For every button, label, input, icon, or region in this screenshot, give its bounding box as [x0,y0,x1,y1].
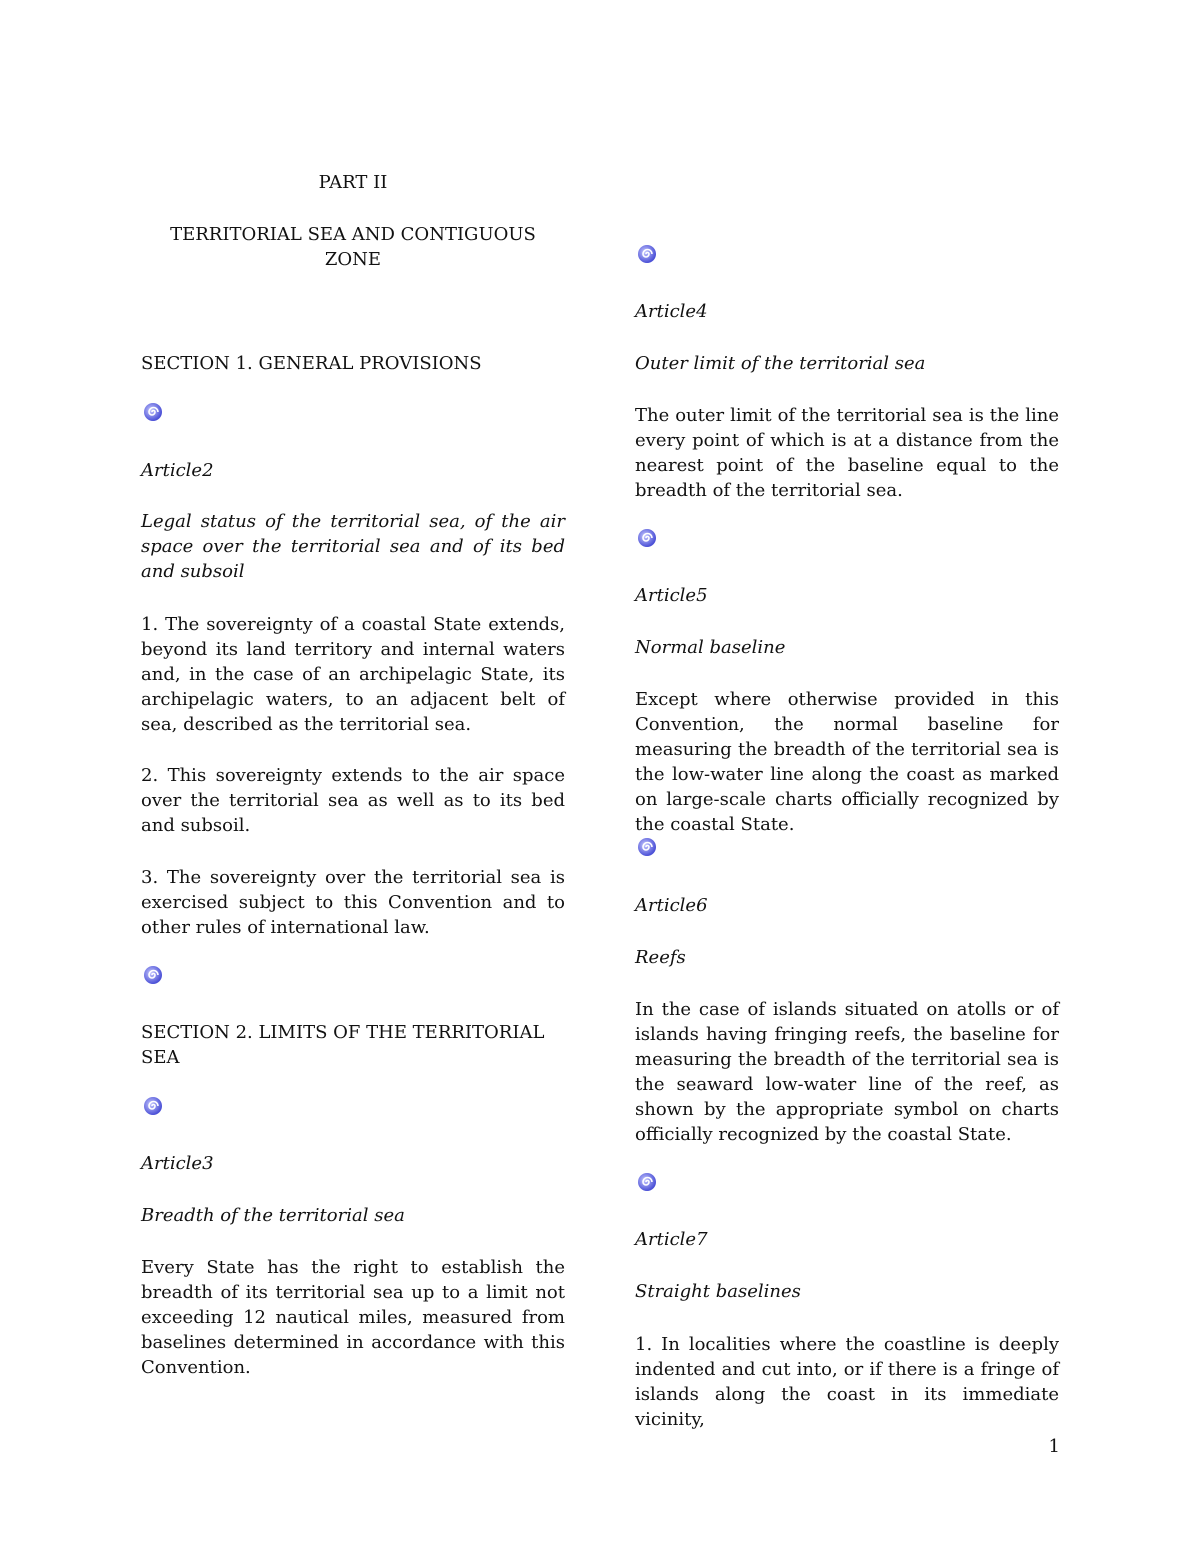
swirl-icon[interactable] [635,526,659,550]
swirl-icon[interactable] [141,400,165,424]
swirl-icon[interactable] [635,242,659,266]
article-4-paragraph-1: The outer limit of the territorial sea is the line every point of which is at a distance from the nearest point of the baseline equal to the breadth of the territorial sea. [635,405,1059,501]
swirl-icon[interactable] [141,1094,165,1118]
article-2-paragraph-1: 1. The sovereignty of a coastal State extends, beyond its land territory and internal waters and, in the case of an archipelagic State, its archipelagic waters, to an adjacent belt of sea, described as the territorial sea. [141,614,565,735]
article-5-label: Article5 [635,585,708,606]
article-7-paragraph-1: 1. In localities where the coastline is deeply indented and cut into, or if there is a fringe of islands along the coast in its immediate vicinity, [635,1334,1059,1430]
article-6-paragraph-1: In the case of islands situated on atolls or of islands having fringing reefs, the baseline for measuring the breadth of the territorial sea is the seaward low-water line of the reef, as shown by the appropriate symbol on charts officially recognized by the coastal State. [635,999,1059,1145]
swirl-icon[interactable] [141,963,165,987]
article-2-paragraph-3: 3. The sovereignty over the territorial sea is exercised subject to this Convention and to other rules of international law. [141,867,565,938]
article-5-paragraph-1: Except where otherwise provided in this Convention, the normal baseline for measuring the breadth of the territorial sea is the low-water line along the coast as marked on large-scale charts officially recognized by the coastal State. [635,689,1059,835]
article-3-label: Article3 [141,1153,214,1174]
article-4-title: Outer limit of the territorial sea [635,353,926,374]
swirl-icon[interactable] [635,835,659,859]
article-7-title: Straight baselines [635,1281,801,1302]
part-title: PART II [318,172,388,193]
section-2-heading: SECTION 2. LIMITS OF THE TERRITORIAL SEA [141,1022,545,1068]
article-2-paragraph-2: 2. This sovereignty extends to the air space over the territorial sea as well as to its bed and subsoil. [141,765,565,836]
article-3-title: Breadth of the territorial sea [141,1205,405,1226]
article-6-label: Article6 [635,895,708,916]
page-number: 1 [1048,1436,1060,1457]
article-3-paragraph-1: Every State has the right to establish the breadth of its territorial sea up to a limit not exceeding 12 nautical miles, measured from baselines determined in accordance with this Convention. [141,1257,565,1378]
article-2-title: Legal status of the territorial sea, of the air space over the territorial sea and of its bed and subsoil [141,511,565,582]
section-1-heading: SECTION 1. GENERAL PROVISIONS [141,353,482,374]
article-6-title: Reefs [635,947,686,968]
article-2-label: Article2 [141,460,214,481]
part-subtitle: TERRITORIAL SEA AND CONTIGUOUS ZONE [170,224,536,270]
article-4-label: Article4 [635,301,708,322]
article-7-label: Article7 [635,1229,708,1250]
swirl-icon[interactable] [635,1170,659,1194]
article-5-title: Normal baseline [635,637,786,658]
